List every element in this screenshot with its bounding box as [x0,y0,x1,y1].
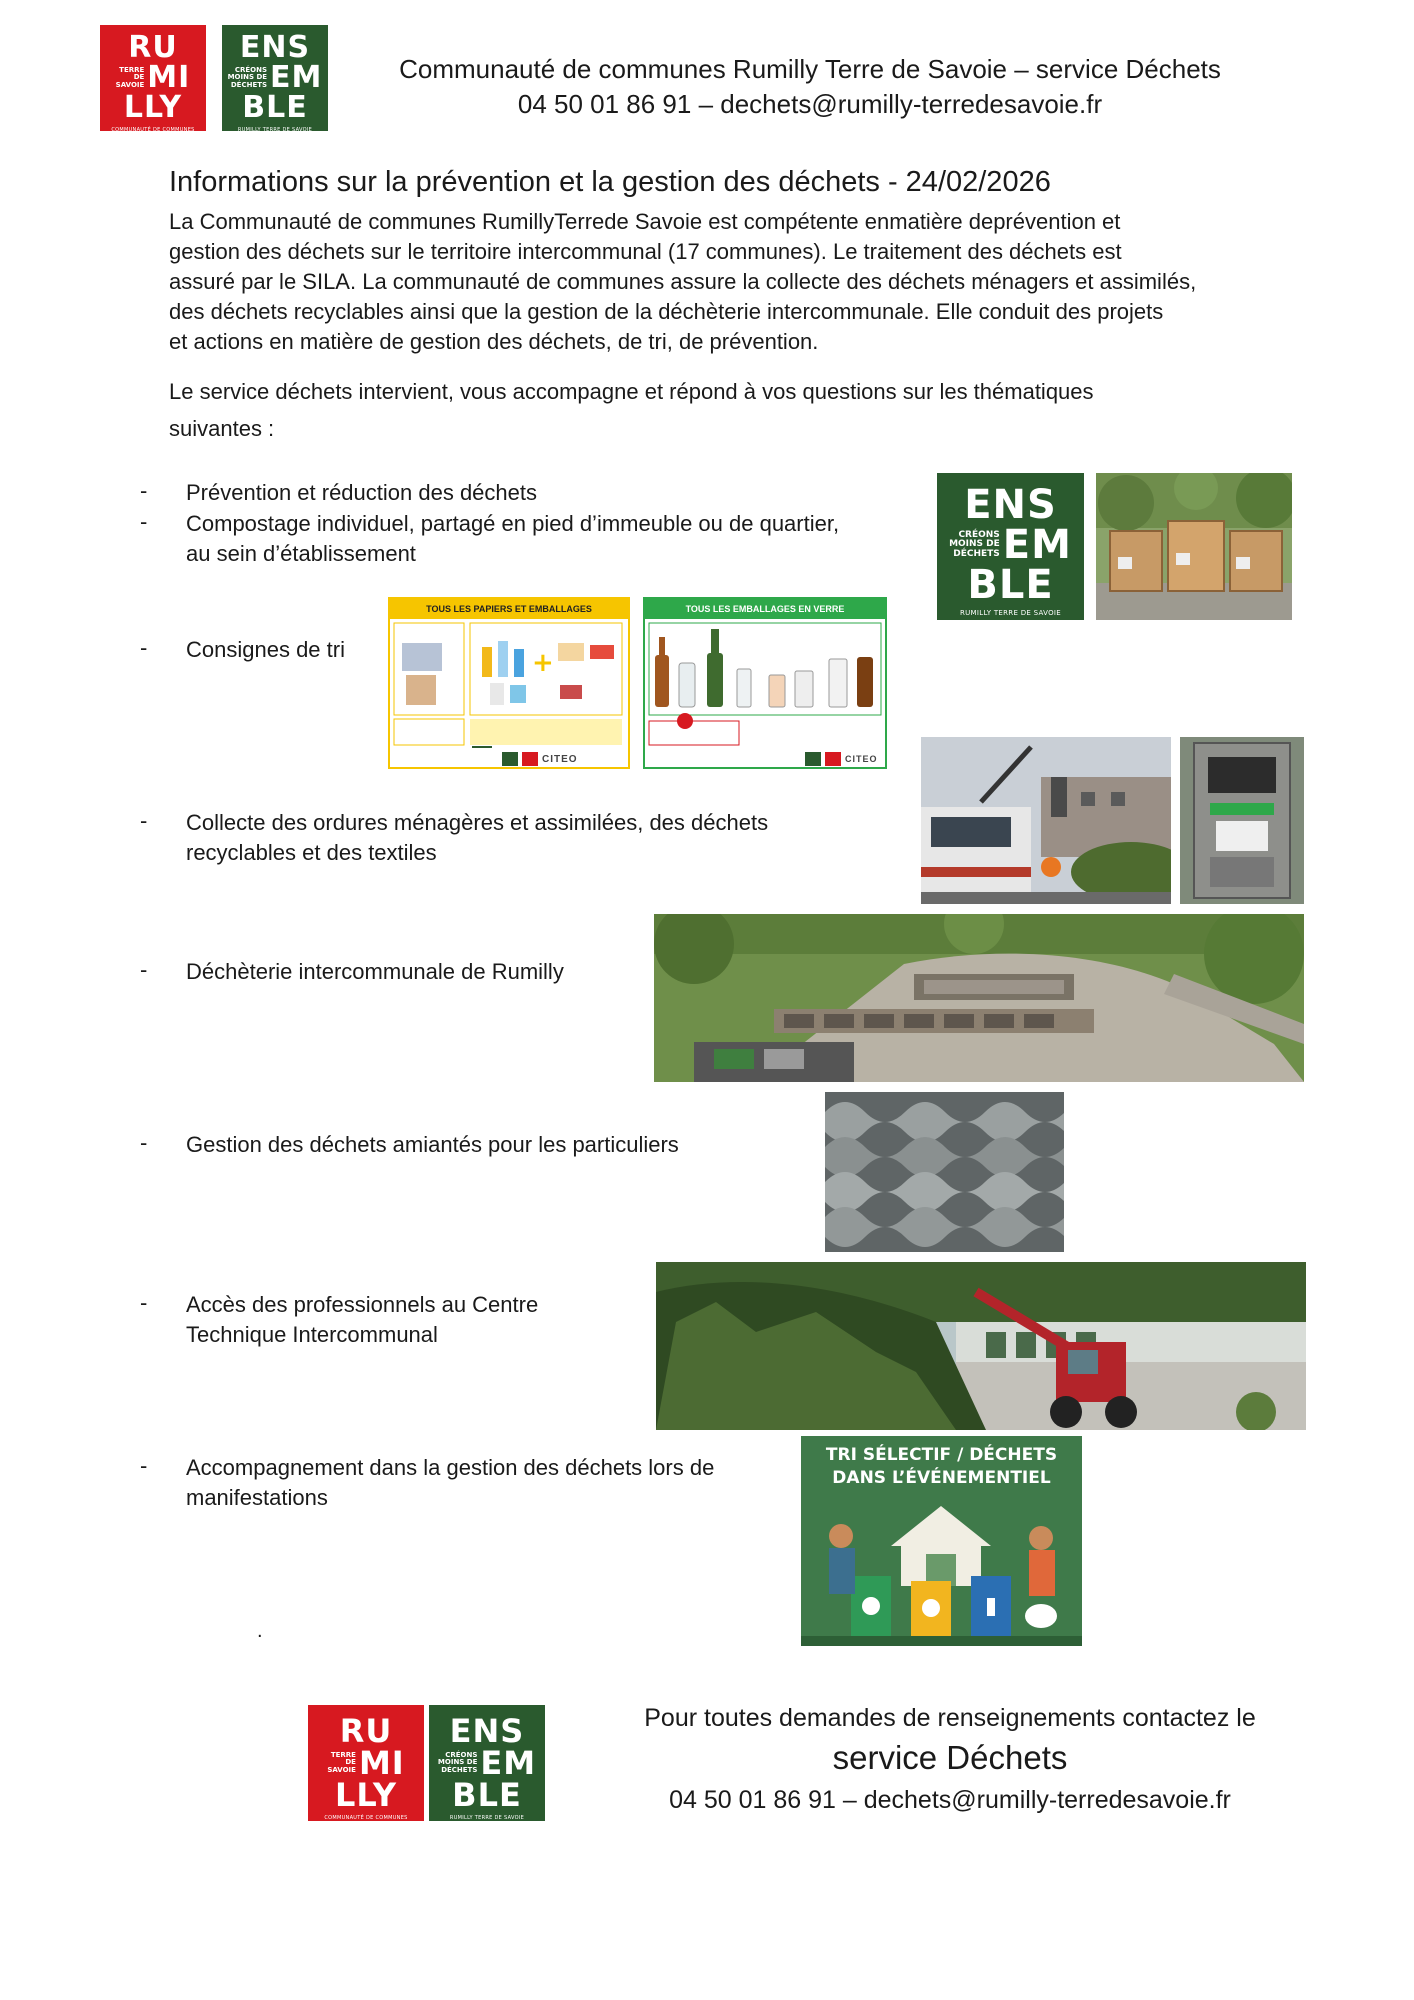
ensemble-logo-large: ENS CRÉONS MOINS DE DÉCHETS EM BLE RUMILLY TERRE DE SAVOIE [937,473,1084,620]
compost-bins-photo [1096,473,1292,620]
poster-verre-title: TOUS LES EMBALLAGES EN VERRE [645,599,885,619]
citeo-label: CITEO [542,753,578,765]
poster-papiers-title: TOUS LES PAPIERS ET EMBALLAGES [390,599,628,619]
list-bullet: - [140,1130,148,1155]
list-bullet: - [140,808,148,833]
intro-line: La Communauté de communes RumillyTerrede Savoie est compétente enmatière deprévention et [169,209,1121,234]
page-title: Informations sur la prévention et la gestion des déchets - 24/02/2026 [169,166,1051,198]
intro-line: et actions en matière de gestion des déchets, de tri, de prévention. [169,329,819,354]
logo-ensemble-l2: EM [270,60,323,95]
footer-contact-line: 04 50 01 86 91 – dechets@rumilly-terredesavoie.fr [669,1786,1231,1814]
logo-rumilly-l3: LLY [123,90,183,125]
intro-line: gestion des déchets sur le territoire intercommunal (17 communes). Le traitement des déchets est [169,239,1122,264]
logo-ensemble-l3: BLE [242,90,308,125]
green-waste-loader-photo [656,1262,1306,1430]
poster-papiers-emballages [388,597,630,769]
list-bullet: - [140,957,148,982]
footer-line1: Pour toutes demandes de renseignements contactez le [644,1704,1256,1732]
poster-papiers-illustration [390,619,628,749]
collection-truck-photo [921,737,1171,904]
event-image-title: TRI SÉLECTIF / DÉCHETS DANS L’ÉVÉNEMENTIEL [825,1445,1058,1488]
poster-verre [643,597,887,769]
header-contact-line: 04 50 01 86 91 – dechets@rumilly-terredesavoie.fr [517,89,1103,119]
decheterie-aerial-photo [654,914,1304,1082]
list-item-decheterie: Déchèterie intercommunale de Rumilly [186,959,564,984]
footer-contact-block [600,1700,1300,1820]
textile-container-photo [1180,737,1304,904]
list-item-prevention: Prévention et réduction des déchets [186,480,538,505]
footer-service-name: service Déchets [832,1739,1068,1776]
event-waste-sorting-illustration [801,1436,1082,1646]
footer-rumilly-logo: RU TERRE DE SAVOIE MI LLY COMMUNAUTÉ DE COMMUNES [308,1705,424,1821]
list-item-professionnels: Accès des professionnels au Centre Technique Intercommunal [186,1292,539,1347]
poster-papiers-logos [502,751,626,767]
list-bullet: - [140,1290,148,1315]
logo-ensemble-l1: ENS [239,30,311,65]
list-item-compostage: Compostage individuel, partagé en pied d’immeuble ou de quartier, au sein d’établissement [186,511,840,566]
citeo-label: CITEO [845,754,878,764]
list-bullet: - [140,509,148,534]
list-bullet: - [140,1453,148,1478]
asbestos-sheets-photo [825,1092,1064,1252]
rumilly-logo [100,25,206,131]
footer-ensemble-logo: ENS CRÉONS MOINS DE DÉCHETS EM BLE RUMILLY TERRE DE SAVOIE [429,1705,545,1821]
logo-rumilly-l2: MI [147,60,191,95]
list-bullet: - [140,635,148,660]
logo-ensemble-side: CRÉONS MOINS DE DÉCHETS [227,65,268,89]
intro-line: assuré par le SILA. La communauté de communes assure la collecte des déchets ménagers et assimilés, [169,269,1197,294]
list-bullet: - [140,478,148,503]
svg-text:+: + [532,648,554,678]
poster-verre-logos [805,751,887,767]
list-item-manifestations: Accompagnement dans la gestion des déchets lors de manifestations [186,1455,715,1510]
logo-rumilly-sub: COMMUNAUTÉ DE COMMUNES [111,127,195,133]
intro-line: des déchets recyclables ainsi que la gestion de la déchèterie intercommunale. Elle conduit des projets [169,299,1164,324]
intro-paragraph [169,207,1319,357]
list-item-consignes: Consignes de tri [186,637,345,662]
list-item-collecte: Collecte des ordures ménagères et assimilées, des déchets recyclables et des textiles [186,810,769,865]
poster-verre-illustration [645,619,885,749]
service-intro: Le service déchets intervient, vous accompagne et répond à vos questions sur les thématiques suivantes : [169,379,1094,441]
logo-ensemble-sub: RUMILLY TERRE DE SAVOIE [237,127,313,133]
header-org-line: Communauté de communes Rumilly Terre de Savoie – service Déchets [399,54,1221,84]
stray-dot: . [257,1620,263,1642]
ensemble-logo [222,25,328,131]
logo-rumilly-side: TERRE DE SAVOIE [115,65,145,89]
list-item-amiante: Gestion des déchets amiantés pour les particuliers [186,1132,679,1157]
logo-rumilly-l1: RU [128,30,178,65]
